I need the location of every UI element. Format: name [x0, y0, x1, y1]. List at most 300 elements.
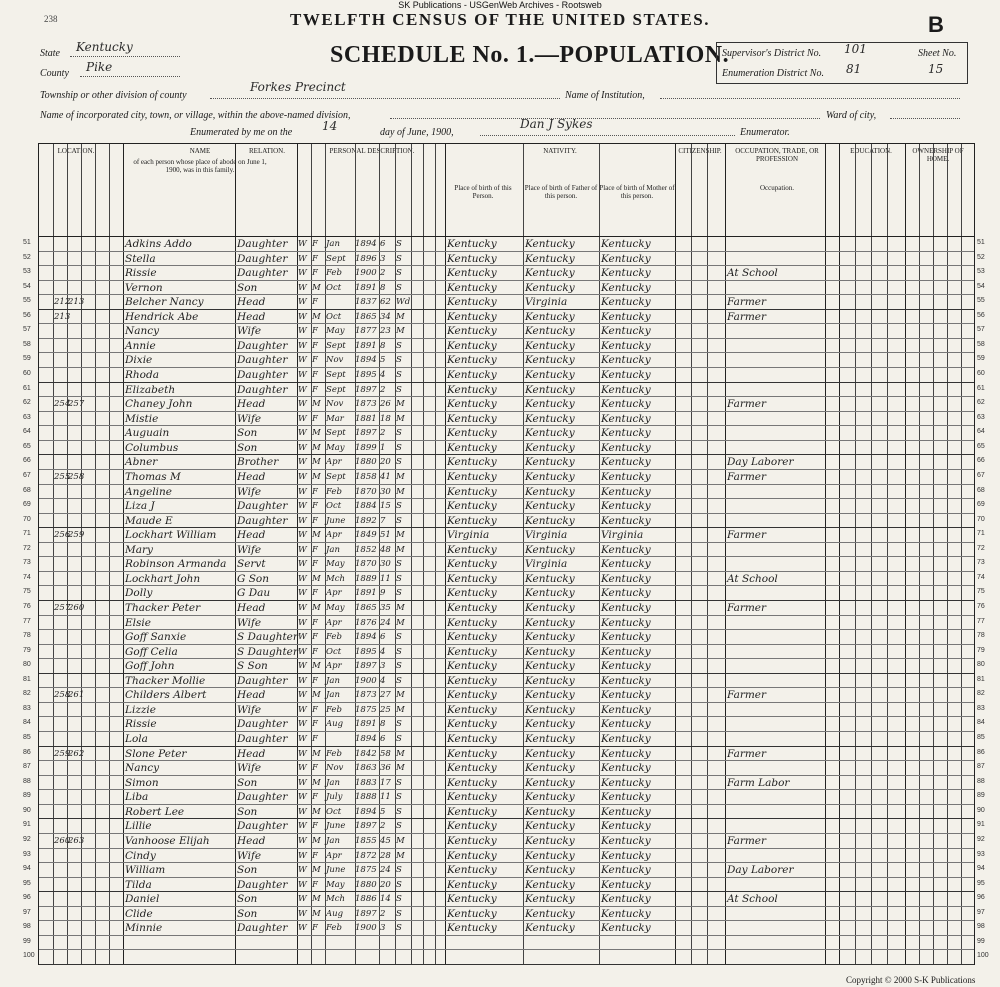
cell-sex: M — [312, 806, 321, 817]
cell-mother: Kentucky — [601, 645, 651, 658]
cell-ms: M — [396, 413, 405, 424]
row-number-right: 69 — [977, 501, 985, 509]
cell-birth: Kentucky — [447, 776, 497, 789]
supervisor-value: 101 — [844, 42, 867, 56]
row-number-right: 82 — [977, 690, 985, 698]
cell-birth: Kentucky — [447, 238, 497, 250]
cell-name: Lockhart William — [125, 529, 217, 542]
cell-sex: M — [312, 530, 321, 541]
cell-birth: Kentucky — [447, 500, 497, 513]
cell-rel: Son — [237, 441, 258, 454]
cell-color: W — [298, 894, 307, 905]
cell-ms: S — [396, 821, 402, 832]
column-rule — [95, 144, 96, 964]
row-number: 99 — [23, 937, 31, 945]
cell-month: Sept — [326, 384, 346, 395]
cell-father: Kentucky — [525, 325, 575, 338]
cell-father: Kentucky — [525, 441, 575, 454]
township-value: Forkes Precinct — [250, 80, 346, 94]
row-number-right: 51 — [977, 239, 985, 246]
cell-color: W — [298, 835, 307, 846]
cell-rel: Daughter — [237, 791, 288, 804]
cell-name: Robert Lee — [125, 805, 185, 818]
cell-father: Kentucky — [525, 310, 575, 323]
cell-father: Kentucky — [525, 587, 575, 600]
cell-birth: Kentucky — [447, 791, 497, 804]
cell-ms: S — [396, 865, 402, 876]
schedule-title: SCHEDULE No. 1.—POPULATION. — [330, 42, 730, 68]
cell-father: Kentucky — [525, 631, 575, 644]
cell-name: Annie — [125, 339, 156, 352]
column-rule — [961, 144, 962, 964]
cell-ms: Wd — [396, 297, 411, 308]
cell-occ: Farmer — [727, 747, 767, 760]
cell-year: 1891 — [355, 340, 377, 351]
cell-name: Goff Sanxie — [125, 631, 187, 644]
cell-year: 1865 — [355, 311, 377, 322]
cell-father: Kentucky — [525, 878, 575, 891]
cell-birth: Kentucky — [447, 325, 497, 338]
cell-color: W — [298, 865, 307, 876]
row-number: 84 — [23, 719, 31, 727]
cell-name: Lola — [125, 733, 148, 746]
row-number-right: 93 — [977, 850, 985, 858]
cell-month: Apr — [326, 850, 342, 861]
cell-month: Feb — [326, 748, 342, 759]
row-number-right: 76 — [977, 603, 985, 610]
column-rule — [887, 144, 888, 964]
cell-rel: Brother — [237, 456, 279, 469]
cell-ms: S — [396, 661, 402, 672]
cell-month: May — [326, 326, 345, 337]
cell-name: Auguain — [125, 427, 170, 440]
header-name: NAME — [189, 147, 211, 155]
cell-month: May — [326, 879, 345, 890]
row-number: 57 — [23, 326, 31, 334]
cell-birth: Kentucky — [447, 922, 497, 935]
row-number: 90 — [23, 806, 31, 814]
cell-sex: F — [312, 646, 318, 657]
cell-month: Feb — [326, 632, 342, 643]
row-number-right: 83 — [977, 704, 985, 712]
row-number: 66 — [23, 457, 31, 465]
row-number-right: 80 — [977, 661, 985, 669]
cell-year: 1891 — [355, 282, 377, 293]
cell-fam: 260 — [68, 603, 85, 613]
cell-age: 2 — [380, 268, 386, 279]
cell-birth: Kentucky — [447, 296, 497, 309]
cell-ms: S — [396, 573, 402, 584]
cell-name: Dolly — [125, 587, 153, 600]
row-number-right: 85 — [977, 734, 985, 742]
cell-mother: Kentucky — [601, 558, 651, 571]
cell-sex: F — [312, 559, 318, 570]
cell-year: 1897 — [355, 661, 377, 672]
cell-color: W — [298, 253, 307, 264]
cell-age: 48 — [380, 544, 391, 555]
cell-father: Kentucky — [525, 281, 575, 294]
cell-mother: Kentucky — [601, 310, 651, 323]
cell-name: Goff Celia — [125, 645, 178, 658]
cell-name: Dixie — [125, 354, 153, 367]
row-number: 78 — [23, 632, 31, 640]
cell-mother: Kentucky — [601, 369, 651, 382]
cell-age: 15 — [380, 501, 391, 512]
cell-rel: Wife — [237, 412, 262, 425]
cell-birth: Kentucky — [447, 893, 497, 906]
row-number: 81 — [23, 675, 31, 683]
cell-rel: Daughter — [237, 514, 288, 527]
cell-rel: Daughter — [237, 339, 288, 352]
cell-year: 1863 — [355, 763, 377, 774]
cell-ms: S — [396, 268, 402, 279]
cell-sex: F — [312, 370, 318, 381]
cell-occ: Farmer — [727, 689, 767, 702]
row-number-right: 92 — [977, 835, 985, 843]
cell-sex: F — [312, 253, 318, 264]
cell-sex: M — [312, 442, 321, 453]
cell-month: Mch — [326, 573, 345, 584]
cell-occ: Farmer — [727, 398, 767, 411]
cell-year: 1894 — [355, 239, 377, 249]
cell-color: W — [298, 530, 307, 541]
cell-father: Kentucky — [525, 645, 575, 658]
cell-mother: Kentucky — [601, 907, 651, 920]
cell-age: 8 — [380, 340, 386, 351]
row-number: 69 — [23, 501, 31, 509]
ward-label: Ward of city, — [826, 110, 877, 121]
cell-father: Kentucky — [525, 514, 575, 527]
cell-occ: Farmer — [727, 602, 767, 614]
cell-rel: Head — [237, 529, 266, 542]
cell-age: 20 — [380, 457, 391, 468]
cell-birth: Kentucky — [447, 514, 497, 527]
row-number: 100 — [23, 952, 35, 960]
cell-ms: M — [396, 835, 405, 846]
row-number-right: 91 — [977, 821, 985, 829]
cell-year: 1889 — [355, 573, 377, 584]
cell-name: Goff John — [125, 660, 175, 673]
cell-age: 14 — [380, 894, 391, 905]
cell-name: Thacker Mollie — [125, 674, 206, 687]
row-number: 89 — [23, 792, 31, 800]
cell-month: Oct — [326, 646, 342, 657]
cell-ms: M — [396, 690, 405, 701]
cell-color: W — [298, 370, 307, 381]
cell-color: W — [298, 384, 307, 395]
cell-dwell: 213 — [54, 311, 71, 322]
cell-mother: Kentucky — [601, 776, 651, 789]
cell-name: Liza J — [125, 500, 155, 513]
row-number: 77 — [23, 617, 31, 625]
cell-occ: Farmer — [727, 296, 767, 309]
cell-name: Vernon — [125, 281, 163, 294]
cell-mother: Kentucky — [601, 791, 651, 804]
cell-month: Apr — [326, 457, 342, 468]
cell-year: 1875 — [355, 704, 377, 715]
row-number: 82 — [23, 690, 31, 698]
row-number: 85 — [23, 734, 31, 742]
cell-mother: Kentucky — [601, 893, 651, 906]
cell-month: Aug — [326, 719, 344, 730]
cell-month: Feb — [326, 268, 342, 279]
cell-year: 1880 — [355, 457, 377, 468]
cell-birth: Kentucky — [447, 383, 497, 396]
cell-color: W — [298, 282, 307, 293]
cell-rel: Daughter — [237, 383, 288, 396]
cell-father: Kentucky — [525, 602, 575, 614]
cell-ms: S — [396, 282, 402, 293]
cell-sex: M — [312, 603, 321, 613]
header-birth-father: Place of birth of Father of this person. — [524, 184, 598, 200]
cell-occ: At School — [727, 572, 778, 585]
cell-year: 1873 — [355, 690, 377, 701]
cell-ms: S — [396, 559, 402, 570]
cell-rel: Head — [237, 470, 266, 483]
cell-sex: F — [312, 719, 318, 730]
cell-color: W — [298, 690, 307, 701]
cell-color: W — [298, 603, 307, 613]
cell-month: Nov — [326, 355, 344, 366]
cell-sex: M — [312, 690, 321, 701]
cell-rel: Head — [237, 602, 266, 614]
row-rule — [39, 949, 974, 950]
cell-color: W — [298, 559, 307, 570]
cell-father: Kentucky — [525, 572, 575, 585]
cell-rel: Son — [237, 281, 258, 294]
cell-father: Kentucky — [525, 354, 575, 367]
cell-mother: Kentucky — [601, 834, 651, 847]
sheet-value: 15 — [928, 62, 944, 76]
cell-month: Feb — [326, 704, 342, 715]
cell-month: Mch — [326, 894, 345, 905]
cell-color: W — [298, 355, 307, 366]
cell-name: Nancy — [125, 325, 160, 338]
cell-mother: Kentucky — [601, 514, 651, 527]
row-number-right: 58 — [977, 340, 985, 348]
cell-birth: Kentucky — [447, 398, 497, 411]
cell-age: 34 — [380, 311, 391, 322]
cell-month: Sept — [326, 253, 346, 264]
row-number: 55 — [23, 297, 31, 305]
column-rule — [109, 144, 110, 964]
cell-birth: Kentucky — [447, 281, 497, 294]
state-label: State — [40, 48, 60, 59]
row-number-right: 84 — [977, 719, 985, 727]
cell-age: 8 — [380, 282, 386, 293]
cell-ms: M — [396, 704, 405, 715]
row-number-right: 87 — [977, 763, 985, 771]
cell-sex: F — [312, 268, 318, 279]
row-number-right: 57 — [977, 326, 985, 334]
cell-ms: M — [396, 326, 405, 337]
cell-occ: Farmer — [727, 529, 767, 542]
cell-birth: Kentucky — [447, 543, 497, 556]
cell-age: 20 — [380, 879, 391, 890]
cell-sex: F — [312, 544, 318, 555]
cell-age: 36 — [380, 763, 391, 774]
cell-age: 58 — [380, 748, 391, 759]
cell-rel: Wife — [237, 543, 262, 556]
cell-color: W — [298, 792, 307, 803]
header-location: LOCATION. — [57, 147, 95, 155]
cell-rel: Daughter — [237, 820, 288, 833]
cell-year: 1900 — [355, 923, 377, 934]
column-rule — [599, 144, 600, 964]
cell-birth: Kentucky — [447, 369, 497, 382]
cell-father: Kentucky — [525, 689, 575, 702]
row-number-right: 72 — [977, 544, 985, 552]
cell-sex: F — [312, 675, 318, 686]
cell-mother: Kentucky — [601, 238, 651, 250]
cell-occ: Day Laborer — [727, 456, 794, 469]
cell-month: Feb — [326, 486, 342, 497]
cell-sex: F — [312, 734, 318, 745]
copyright: Copyright © 2000 S-K Publications — [846, 975, 976, 985]
cell-rel: Daughter — [237, 500, 288, 513]
cell-color: W — [298, 268, 307, 279]
cell-birth: Kentucky — [447, 456, 497, 469]
cell-mother: Kentucky — [601, 674, 651, 687]
header-ownership: OWNERSHIP OF HOME. — [912, 147, 964, 163]
row-number: 53 — [23, 268, 31, 276]
cell-name: Rissie — [125, 267, 157, 280]
header-occupation-sub: Occupation. — [759, 184, 794, 192]
enumerated-day: 14 — [322, 119, 338, 133]
cell-age: 2 — [380, 428, 386, 439]
day-of-label: day of June, 1900, — [380, 127, 454, 138]
cell-rel: Head — [237, 747, 266, 760]
row-number: 67 — [23, 471, 31, 479]
cell-age: 5 — [380, 355, 386, 366]
cell-rel: Wife — [237, 485, 262, 498]
cell-year: 1892 — [355, 515, 377, 526]
row-number: 54 — [23, 282, 31, 290]
cell-year: 1897 — [355, 821, 377, 832]
cell-year: 1891 — [355, 719, 377, 730]
cell-month: June — [326, 515, 346, 526]
cell-birth: Kentucky — [447, 733, 497, 746]
column-rule — [933, 144, 934, 964]
cell-mother: Kentucky — [601, 543, 651, 556]
cell-father: Kentucky — [525, 339, 575, 352]
cell-name: Thacker Peter — [125, 602, 201, 614]
row-number-right: 53 — [977, 268, 985, 276]
cell-color: W — [298, 661, 307, 672]
cell-ms: M — [396, 530, 405, 541]
cell-birth: Virginia — [447, 529, 490, 542]
cell-age: 28 — [380, 850, 391, 861]
cell-mother: Kentucky — [601, 412, 651, 425]
cell-ms: S — [396, 632, 402, 643]
row-number: 73 — [23, 559, 31, 567]
cell-ms: S — [396, 894, 402, 905]
cell-rel: Wife — [237, 616, 262, 629]
cell-father: Kentucky — [525, 747, 575, 760]
cell-color: W — [298, 675, 307, 686]
column-rule — [855, 144, 856, 964]
cell-month: Oct — [326, 311, 342, 322]
cell-ms: M — [396, 399, 405, 410]
column-rule — [905, 144, 906, 964]
cell-month: Jan — [326, 544, 340, 555]
cell-year: 1837 — [355, 297, 377, 308]
cell-color: W — [298, 748, 307, 759]
cell-father: Kentucky — [525, 791, 575, 804]
cell-year: 1883 — [355, 777, 377, 788]
row-number: 51 — [23, 239, 31, 246]
cell-year: 1880 — [355, 879, 377, 890]
cell-color: W — [298, 501, 307, 512]
cell-ms: S — [396, 239, 402, 249]
cell-occ: Farmer — [727, 470, 767, 483]
cell-mother: Kentucky — [601, 864, 651, 877]
cell-age: 3 — [380, 661, 386, 672]
cell-name: Angeline — [125, 485, 172, 498]
cell-year: 1900 — [355, 268, 377, 279]
row-number-right: 64 — [977, 428, 985, 436]
header-education: EDUCATION. — [850, 147, 892, 155]
cell-ms: S — [396, 457, 402, 468]
cell-father: Kentucky — [525, 267, 575, 280]
cell-father: Kentucky — [525, 500, 575, 513]
cell-color: W — [298, 821, 307, 832]
ward-line — [890, 106, 960, 119]
cell-sex: M — [312, 573, 321, 584]
cell-name: Columbus — [125, 441, 179, 454]
cell-fam: 259 — [68, 530, 85, 541]
cell-occ: At School — [727, 267, 778, 280]
cell-birth: Kentucky — [447, 427, 497, 440]
cell-birth: Kentucky — [447, 820, 497, 833]
row-number-right: 79 — [977, 646, 985, 654]
cell-year: 1884 — [355, 501, 377, 512]
cell-father: Kentucky — [525, 543, 575, 556]
cell-father: Kentucky — [525, 834, 575, 847]
page-number: 238 — [44, 14, 58, 24]
cell-ms: S — [396, 355, 402, 366]
cell-month: Sept — [326, 340, 346, 351]
cell-year: 1875 — [355, 865, 377, 876]
cell-birth: Kentucky — [447, 631, 497, 644]
cell-birth: Kentucky — [447, 485, 497, 498]
cell-name: Minnie — [125, 922, 163, 935]
cell-month: July — [326, 792, 343, 803]
row-number: 59 — [23, 355, 31, 363]
cell-father: Kentucky — [525, 805, 575, 818]
cell-mother: Kentucky — [601, 805, 651, 818]
cell-ms: M — [396, 850, 405, 861]
row-number-right: 78 — [977, 632, 985, 640]
cell-color: W — [298, 442, 307, 453]
cell-rel: S Daughter — [237, 645, 298, 658]
cell-mother: Kentucky — [601, 500, 651, 513]
column-rule — [707, 144, 708, 964]
cell-birth: Kentucky — [447, 834, 497, 847]
row-number-right: 90 — [977, 806, 985, 814]
cell-age: 41 — [380, 471, 391, 482]
cell-month: June — [326, 865, 346, 876]
cell-dwell: 257 — [54, 603, 71, 613]
cell-sex: F — [312, 850, 318, 861]
cell-fam: 262 — [68, 748, 85, 759]
cell-color: W — [298, 617, 307, 628]
cell-ms: M — [396, 748, 405, 759]
cell-mother: Kentucky — [601, 922, 651, 935]
row-number-right: 59 — [977, 355, 985, 363]
cell-ms: S — [396, 777, 402, 788]
cell-color: W — [298, 471, 307, 482]
